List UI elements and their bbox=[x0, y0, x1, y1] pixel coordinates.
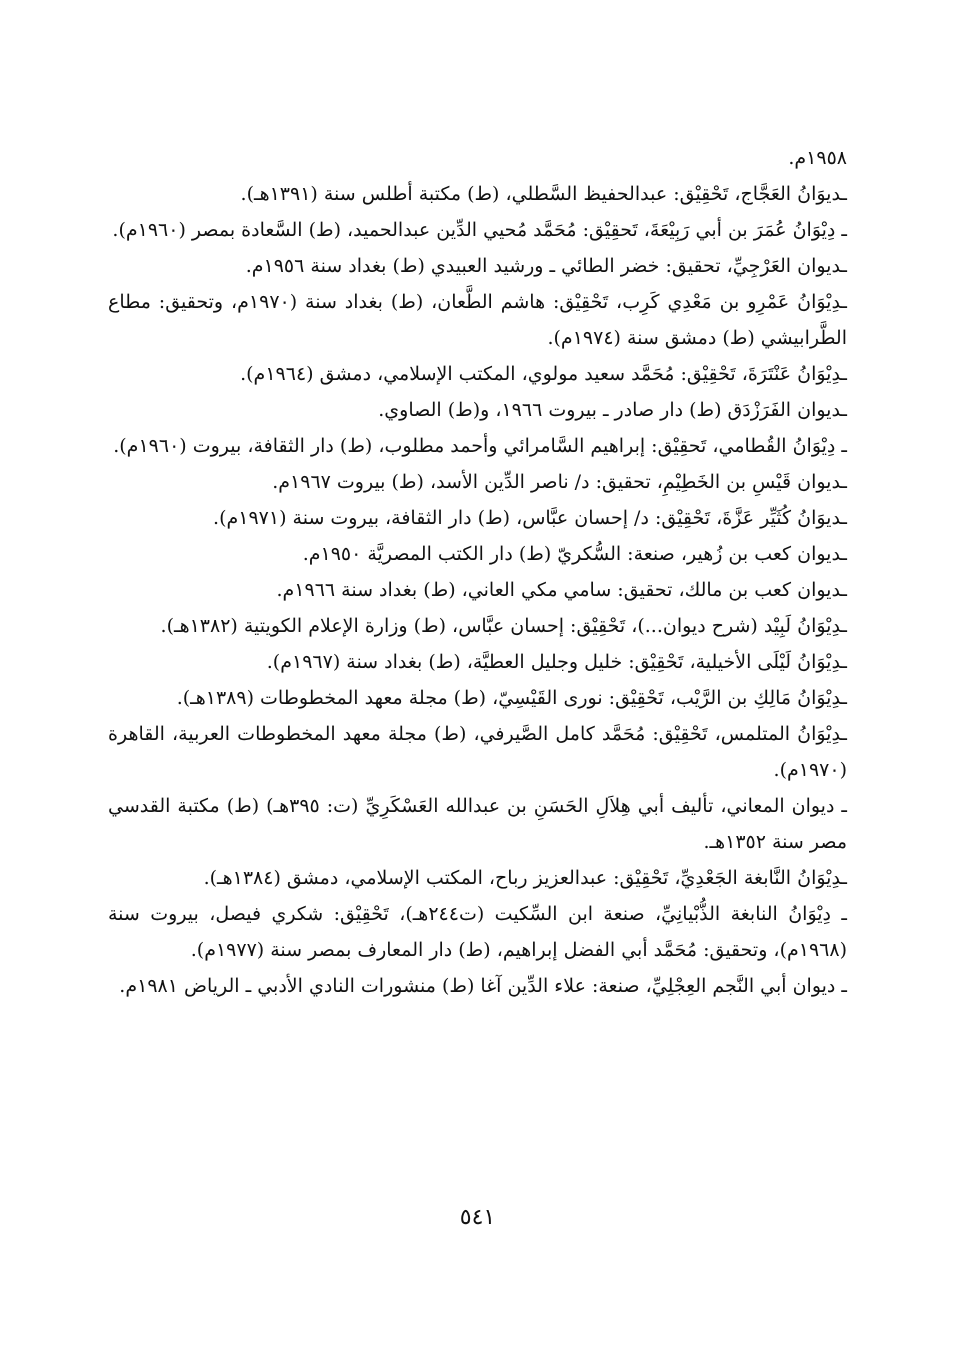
bibliography-entry: ـ دِيْوَانُ القُطامي، تَحقِيْق: إبراهيم السَّامرائي وأحمد مطلوب، (ط) دار الثقافة، بيروت (١٩٦٠م). bbox=[113, 435, 847, 457]
bibliography-entry: ١٩٥٨م. bbox=[788, 147, 847, 169]
bibliography-entry: ـديوان قَيْسِ بن الخَطِيْمِ، تحقيق: د/ ناصر الدِّين الأسد، (ط) بيروت ١٩٦٧م. bbox=[272, 471, 847, 493]
bibliography-page bbox=[108, 140, 847, 1004]
bibliography-entry: ـدِيْوَانُ لَبِيْد (شرح ديوان...)، تَحْقِيْق: إحسان عبَّاس، (ط) وزارة الإعلام الكويتية (١٣٨٢هـ). bbox=[160, 615, 847, 637]
bibliography-entry: ـدِيْوَانُ المتلمس، تَحْقِيْق: مُحَمَّد كامل الصَّيرفي، (ط) مجلة معهد المخطوطات العربية، القاهرة (١٩٧٠م). bbox=[108, 723, 847, 781]
bibliography-entry: ـ دِيْوَانُ النابغة الذُّبْيانِيِّ، صنعة ابن السِّكيت (ت٢٤٤هـ)، تَحْقِيْق: شكري فيصل، بيروت سنة (١٩٦٨م)، وتحقيق: مُحَمَّد أبي الفضل إبراهيم، (ط) دار المعارف بمصر سنة (١٩٧٧م). bbox=[108, 903, 847, 961]
bibliography-entry: ـدِيْوَانُ عَنْتَرَةَ، تَحْقِيْق: مُحَمَّد سعيد مولوي، المكتب الإسلامي، دمشق (١٩٦٤م). bbox=[240, 363, 847, 385]
bibliography-entry: ـديوَانُ العَجَّاج، تَحْقِيْق: عبدالحفيظ السَّطلي، (ط) مكتبة أطلس سنة (١٣٩١هـ). bbox=[240, 183, 847, 205]
bibliography-entry: ـدِيْوَانُ مَالِكِ بن الرَّيْب، تَحْقِيْق: نورى القَيْسِيّ، (ط) مجلة معهد المخطوطات (١٣٨٩هـ). bbox=[176, 687, 847, 709]
bibliography-entry: ـدِيْوَانُ لَيْلَى الأخيلية، تَحْقِيْق: خليل وجليل العطيَّة، (ط) بغداد سنة (١٩٦٧م). bbox=[266, 651, 847, 673]
bibliography-entry: ـ ديوان أبي النَّجم العِجْلِيِّ، صنعة: علاء الدِّين آغا (ط) منشورات النادي الأدبي ـ الرياض ١٩٨١م. bbox=[119, 975, 847, 997]
bibliography-entry: ـديوَانُ كُثَيِّر عَزَّةَ، تَحْقِيْق: د/ إحسان عبَّاس، (ط) دار الثقافة، بيروت سنة (١٩٧١م). bbox=[213, 507, 847, 529]
bibliography-entry: ـدِيْوَانُ عَمْرِو بن مَعْدِي كَرِب، تَحْقِيْق: هاشم الطَّعان، (ط) بغداد سنة (١٩٧٠م، وتحقيق: مطاع الطَّرابيشي (ط) دمشق سنة (١٩٧٤م). bbox=[108, 291, 847, 349]
bibliography-entry: ـ ديوان المعاني، تأليف أبي هِلاَلِ الحَسَنِ بن عبدالله العَسْكَرِيِّ (ت: ٣٩٥هـ) (ط) مكتبة القدسي مصر سنة ١٣٥٢هـ. bbox=[108, 795, 847, 853]
bibliography-entry: ـديوان الفَرَزْدَق (ط) دار صادر ـ بيروت ١٩٦٦، و(ط) الصاوي. bbox=[378, 399, 847, 421]
bibliography-entry: ـ دِيْوَانُ عُمَرَ بن أبي رَبِيْعَةَ، تَحقِيْق: مُحَمَّد مُحيي الدِّين عبدالحميد، (ط) السَّعادة بمصر (١٩٦٠م). bbox=[112, 219, 847, 241]
bibliography-entry: ـدِيْوَانُ النَّابغة الجَعْدِيِّ، تَحْقِيْق: عبدالعزيز رباح، المكتب الإسلامي، دمشق (١٣٨٤هـ). bbox=[203, 867, 847, 889]
bibliography-entry: ـديوان العَرْجِيِّ، تحقيق: خضر الطائي ـ ورشيد العبيدي (ط) بغداد سنة ١٩٥٦م. bbox=[245, 255, 847, 277]
page-number: ٥٤١ bbox=[459, 1205, 496, 1230]
bibliography-entry: ـديوان كعب بن زُهير، صنعة: السُّكريّ (ط) دار الكتب المصريَّة ١٩٥٠م. bbox=[302, 543, 847, 565]
bibliography-entry: ـديوان كعب بن مالك، تحقيق: سامي مكي العاني، (ط) بغداد سنة ١٩٦٦م. bbox=[276, 579, 847, 601]
